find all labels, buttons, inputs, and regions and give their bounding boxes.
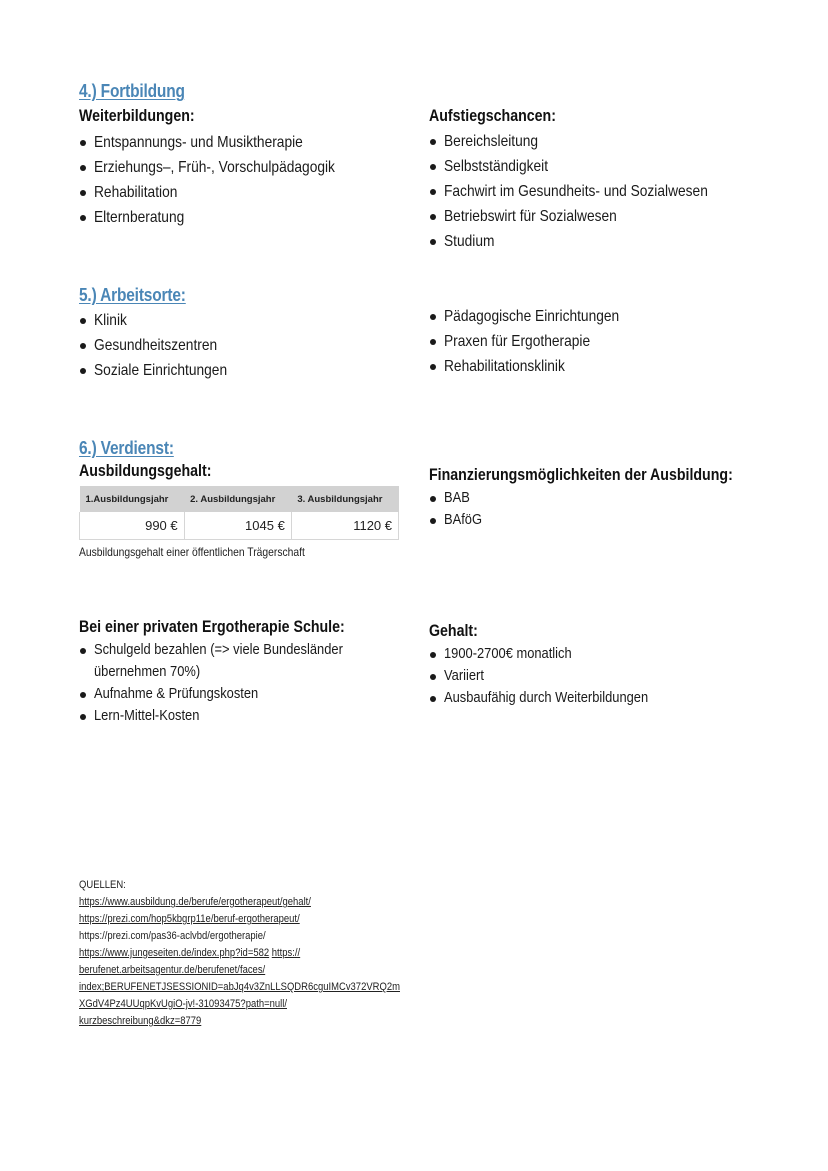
section-title-arbeitsorte: 5.) Arbeitsorte: [79,285,186,305]
gehalt-heading: Gehalt: [429,622,478,640]
list-item: 1900-2700€ monatlich [429,643,681,665]
list-item: BAB [429,487,488,509]
list-item: Soziale Einrichtungen [79,358,249,383]
list-item: Studium [429,229,751,254]
list-item: Gesundheitszentren [79,333,249,358]
section-title-verdienst: 6.) Verdienst: [79,438,174,458]
section-title-fortbildung: 4.) Fortbildung [79,81,185,101]
list-item: Betriebswirt für Sozialwesen [429,204,751,229]
source-link[interactable]: https://prezi.com/hop5kbgrp11e/beruf-ergotherapeut/ [79,913,300,925]
source-link[interactable]: https:// [271,947,301,959]
list-item: Variiert [429,665,681,687]
table-cell: 990 € [80,512,185,540]
table-header-row [80,486,399,512]
table-cell: 1120 € [291,512,398,540]
finanzierung-heading: Finanzierungsmöglichkeiten der Ausbildung: [429,466,733,484]
list-item: Praxen für Ergotherapie [429,329,648,354]
aufstiegschancen-list [429,129,751,254]
list-item: BAföG [429,509,488,531]
list-item: Aufnahme & Prüfungskosten [79,683,383,705]
sources-heading: QUELLEN: [79,879,126,891]
list-item: Klinik [79,308,249,333]
weiterbildungen-heading: Weiterbildungen: [79,107,195,125]
list-item: Bereichsleitung [429,129,751,154]
source-line [79,945,389,962]
list-item: Rehabilitation [79,180,374,205]
list-item: Selbstständigkeit [429,154,751,179]
gehalt-list [429,643,681,709]
ausbildungsgehalt-table [79,486,399,540]
list-item: Erziehungs–, Früh-, Vorschulpädagogik [79,155,374,180]
list-item: Ausbaufähig durch Weiterbildungen [429,687,681,709]
finanzierung-list [429,487,488,531]
list-item: Rehabilitationsklinik [429,354,648,379]
arbeitsorte-list-right [429,304,648,379]
source-link[interactable]: https://www.jungeseiten.de/index.php?id=582 [79,947,270,959]
table-row [80,512,399,540]
source-link[interactable]: kurzbeschreibung&dkz=8779 [79,1015,202,1027]
source-link[interactable]: https://www.ausbildung.de/berufe/ergotherapeut/gehalt/ [79,896,311,908]
list-item: Lern-Mittel-Kosten [79,705,383,727]
list-item: Elternberatung [79,205,374,230]
table-caption: Ausbildungsgehalt einer öffentlichen Trägerschaft [79,545,305,559]
list-item-continuation: übernehmen 70%) [94,663,201,680]
aufstiegschancen-heading: Aufstiegschancen: [429,107,556,125]
column-header: 1.Ausbildungsjahr [80,486,185,512]
sources-block [79,877,439,1030]
arbeitsorte-list-left [79,308,249,383]
list-item: Entspannungs- und Musiktherapie [79,130,374,155]
column-header: 3. Ausbildungsjahr [291,486,398,512]
weiterbildungen-list [79,130,374,230]
list-item: Fachwirt im Gesundheits- und Sozialwesen [429,179,751,204]
table-cell: 1045 € [184,512,291,540]
source-link[interactable]: XGdV4Pz4UUqpKvUgiO-jv!-31093475?path=null/ [79,998,287,1010]
source-text: https://prezi.com/pas36-aclvbd/ergotherapie/ [79,930,266,942]
ausbildungsgehalt-heading: Ausbildungsgehalt: [79,462,212,480]
privat-schule-heading: Bei einer privaten Ergotherapie Schule: [79,618,345,636]
source-link[interactable]: berufenet.arbeitsagentur.de/berufenet/faces/ [79,964,266,976]
privat-schule-list [79,639,383,727]
column-header: 2. Ausbildungsjahr [184,486,291,512]
list-item: Schulgeld bezahlen (=> viele Bundesländer [79,639,383,661]
source-link[interactable]: index;BERUFENETJSESSIONID=abJq4v3ZnLLSQDR6cguIMCv372VRQ2m [79,981,400,993]
list-item: Pädagogische Einrichtungen [429,304,648,329]
